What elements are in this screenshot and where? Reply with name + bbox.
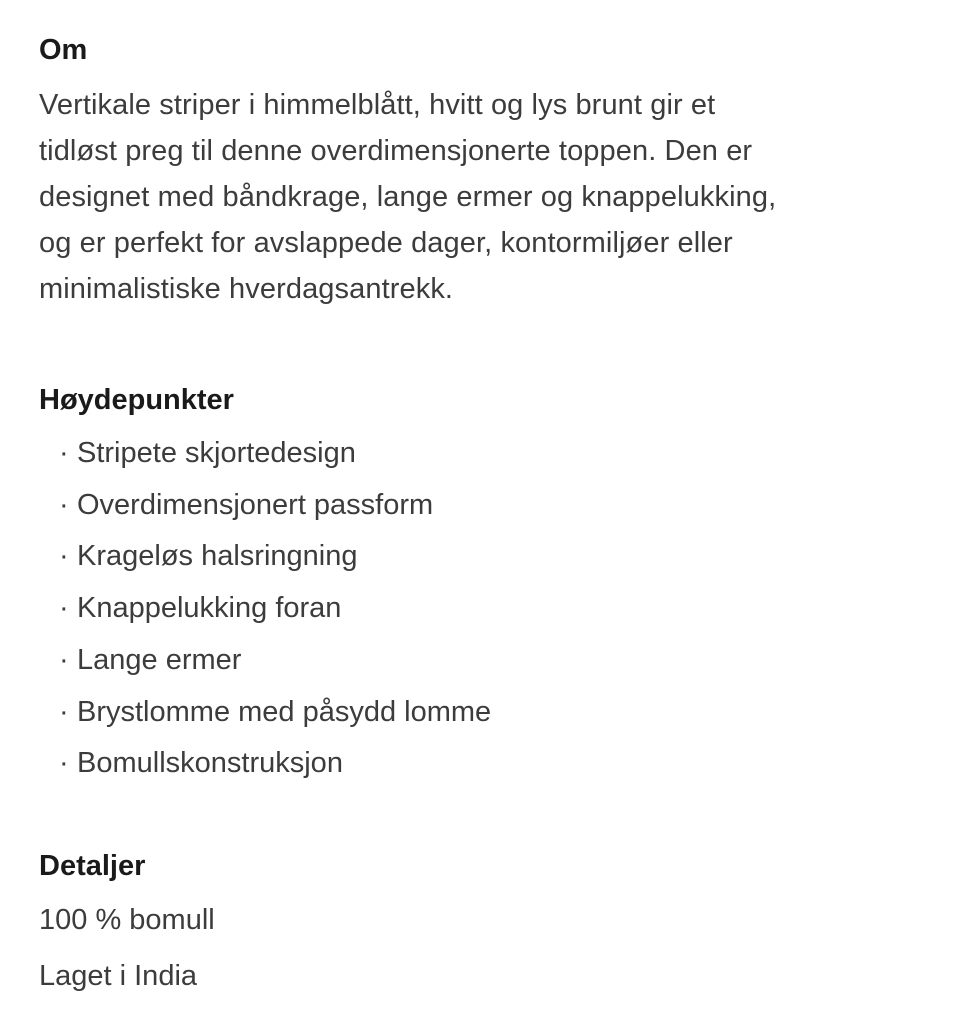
list-item: [59, 531, 919, 583]
about-line: minimalistiske hverdagsantrekk.: [39, 273, 454, 305]
details-origin: Laget i India: [39, 959, 198, 992]
about-line: tidløst preg til denne overdimensjonerte toppen. Den er: [39, 135, 753, 167]
highlights-section: [39, 380, 919, 790]
list-item-label: Bomullskonstruksjon: [77, 747, 343, 780]
details-section: [39, 846, 919, 1004]
bullet-icon: ·: [59, 695, 69, 728]
list-item: [59, 583, 919, 635]
bullet-icon: ·: [59, 643, 69, 676]
bullet-icon: ·: [59, 747, 69, 780]
about-line: og er perfekt for avslappede dager, kontormiljøer eller: [39, 227, 733, 259]
about-section: [39, 30, 919, 312]
list-item-label: Krageløs halsringning: [77, 540, 358, 573]
about-heading: Om: [39, 34, 88, 66]
about-line: Vertikale striper i himmelblått, hvitt og lys brunt gir et: [39, 89, 716, 121]
list-item: [59, 635, 919, 687]
list-item-label: Lange ermer: [77, 643, 242, 676]
bullet-icon: ·: [59, 437, 69, 469]
list-item-label: Overdimensjonert passform: [77, 488, 434, 521]
bullet-icon: ·: [59, 592, 69, 625]
about-text: [39, 82, 919, 312]
list-item-label: Knappelukking foran: [77, 592, 342, 625]
bullet-icon: ·: [59, 488, 69, 521]
bullet-icon: ·: [59, 540, 69, 573]
list-item: [59, 480, 919, 532]
list-item: [59, 687, 919, 739]
about-line: designet med båndkrage, lange ermer og knappelukking,: [39, 181, 777, 213]
highlights-list: [39, 428, 919, 790]
details-material: 100 % bomull: [39, 903, 215, 936]
list-item-label: Brystlomme med påsydd lomme: [77, 695, 492, 728]
list-item: [59, 428, 919, 480]
details-list: [39, 892, 919, 1004]
highlights-heading: Høydepunkter: [39, 384, 234, 416]
list-item-label: Stripete skjortedesign: [77, 437, 356, 469]
product-description: [39, 30, 919, 1004]
list-item: [59, 738, 919, 790]
details-heading: Detaljer: [39, 849, 146, 882]
